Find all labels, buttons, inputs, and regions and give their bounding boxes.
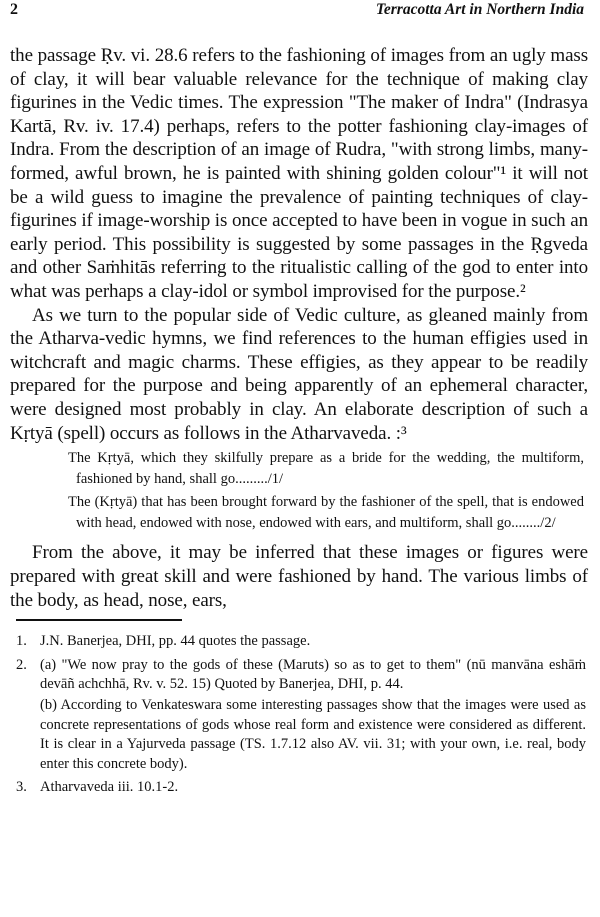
footnotes — [10, 632, 588, 797]
footnote-2 — [10, 656, 588, 774]
block-quote-2: The (Kṛtyā) that has been brought forward by the fashioner of the spell, that is endowed with head, endowed with nose, endowed with ears, and multiform, shall go......../2/ — [68, 494, 584, 531]
footnote-body — [40, 656, 588, 774]
footnote-divider — [16, 619, 182, 621]
footnote-body — [40, 632, 588, 651]
footnote-number: 3. — [16, 779, 27, 796]
block-quote-1: The Kṛtyā, which they skilfully prepare as a bride for the wedding, the multiform, fashioned by hand, shall go........./1/ — [68, 450, 584, 487]
footnote-text: J.N. Banerjea, DHI, pp. 44 quotes the passage. — [40, 633, 311, 650]
page-header — [10, 0, 588, 26]
paragraph-3: From the above, it may be inferred that these images or figures were prepared with great skill and were fashioned by hand. The various limbs of the body, as head, nose, ears, — [10, 542, 588, 611]
running-title: Terracotta Art in Northern India — [375, 1, 584, 18]
footnote-text: Atharvaveda iii. 10.1-2. — [40, 779, 179, 796]
page-number: 2 — [10, 1, 18, 18]
footnote-body — [40, 778, 588, 797]
footnote-text-a: (a) "We now pray to the gods of these (Maruts) so as to get to them" (nū manvāna eshāṁ devāñ achchhā, Rv. v. 52. 15) Quoted by Banerjea, DHI, p. 44. — [40, 656, 586, 693]
footnote-text-b: (b) According to Venkateswara some interesting passages show that the images were used as concrete representations of gods whose real form and existence were considered as different. It is clear in a Yajurveda passage (TS. 1.7.12 also AV. vii. 31; with your own, i.e. real, body enter this concrete body). — [40, 697, 586, 772]
footnote-3 — [10, 778, 588, 797]
footnote-number: 2. — [16, 656, 27, 673]
paragraph-1: the passage Ṛv. vi. 28.6 refers to the fashioning of images from an ugly mass of clay, it will bear valuable relevance for the technique of making clay figurines in the Vedic times. The expression "The maker of Indra" (Indrasya Kartā, Rv. iv. 17.4) perhaps, refers to the potter fashioning clay-images of Indra. From the description of an image of Rudra, "with strong limbs, many-formed, awful brown, he is painted with shining golden colour"¹ it will not be a wild guess to imagine the prevalence of painting techniques of clay-figurines if image-worship is once accepted to have been in vogue in such an early period. This possibility is suggested by some passages in the Ṛgveda and other Saṁhitās referring to the ritualistic calling of the god to enter into what was perhaps a clay-idol or symbol improvised for the purpose.² — [10, 45, 588, 302]
paragraph-2: As we turn to the popular side of Vedic culture, as gleaned mainly from the Atharva-vedic hymns, we find references to the human effigies used in witchcraft and magic charms. These effigies, as they appear to be readily prepared for the purpose and being apparently of an ephemeral character, were designed most probably in clay. An elaborate description of such a Kṛtyā (spell) occurs as follows in the Atharvaveda. :³ — [10, 304, 588, 444]
footnote-number: 1. — [16, 633, 27, 650]
footnote-1 — [10, 632, 588, 651]
